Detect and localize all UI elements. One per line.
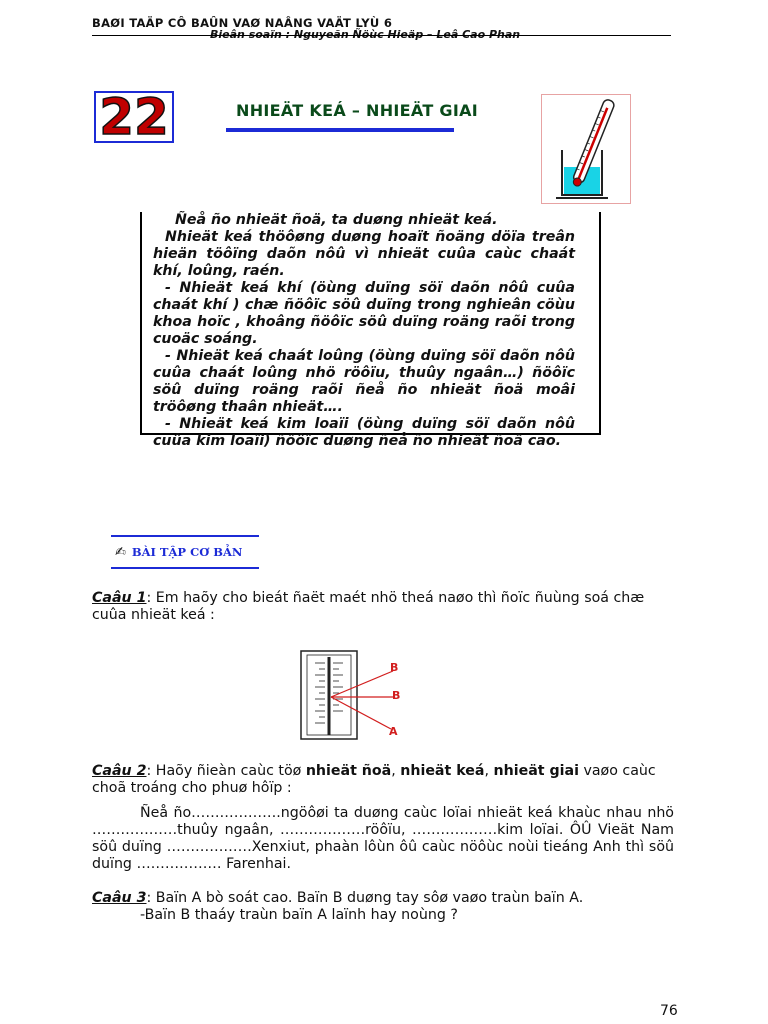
- section-label: BÀI TẬP CƠ BẢN: [131, 545, 243, 559]
- header-book-title: BAØI TAÄP CÔ BAÛN VAØ NAÂNG VAÄT LYÙ 6: [92, 16, 393, 30]
- header-authors: Bieân soaïn : Nguyeãn Ñöùc Hieäp – Leâ Cao Phan: [210, 28, 521, 41]
- title-underline: [226, 128, 454, 132]
- question-3: [92, 890, 682, 907]
- lesson-title: NHIEÄT KEÁ – NHIEÄT GIAI: [236, 101, 479, 120]
- question-1-text: : Em haõy cho bieát ñaët maét nhö theá naøo thì ñoïc ñuùng soá chæ cuûa nhieät keá :: [92, 590, 645, 623]
- term-nhiet-ke: nhieät keá: [400, 763, 485, 779]
- question-2-label: Caâu 2: [92, 763, 147, 779]
- separator: ,: [391, 763, 401, 779]
- question-3-label: Caâu 3: [92, 890, 147, 906]
- term-nhiet-do: nhieät ñoä: [305, 763, 392, 779]
- question-2-text-pre: : Haõy ñieàn caùc töø: [146, 763, 306, 779]
- section-basic-exercises: [111, 535, 259, 569]
- summary-line-4: - Nhieät keá chaát loûng (öùng duïng söï daõn nôû cuûa chaát loûng nhö röôïu, thuûy ngaân…) ñöôïc söû duïng roäng raõi ñeå ño nhieät ñoä moâi tröôøng thaân nhieät….: [153, 348, 575, 415]
- lesson-number: 22: [99, 88, 169, 146]
- separator: ,: [484, 763, 494, 779]
- summary-line-2: Nhieät keá thöôøng duøng hoaït ñoäng döïa treân hieän töôïng daõn nôû vì nhieät cuûa caùc chaát khí, loûng, raén.: [153, 229, 575, 279]
- summary-line-3: - Nhieät keá khí (öùng duïng söï daõn nôû cuûa chaát khí ) chæ ñöôïc söû duïng trong nghieân cöùu khoa hoïc , khoâng ñöôïc söû duïng roäng raõi trong cuoäc soáng.: [153, 280, 575, 347]
- term-nhiet-giai: nhieät giai: [493, 763, 579, 779]
- summary-line-1: Ñeå ño nhieät ñoä, ta duøng nhieät keá.: [175, 212, 498, 228]
- question-1-label: Caâu 1: [92, 590, 147, 606]
- question-2-text-post: vaøo caùc choã troáng cho phuø hôïp :: [92, 763, 656, 796]
- thermometer-beaker-icon: [542, 95, 630, 203]
- summary-line-5: - Nhieät keá kim loaïi (öùng duïng söï daõn nôû cuûa kim loaïi) ñöôïc duøng ñeå ño nhieät ñoä cao.: [153, 416, 575, 449]
- eye-position-figure: [297, 645, 407, 745]
- thermometer-beaker-picture: [541, 94, 631, 204]
- eye-position-label-top: B: [390, 661, 399, 674]
- question-2-fill-paragraph: Ñeå ño……………….ngöôøi ta duøng caùc loïai nhieät keá khaùc nhau nhö ………………thuûy ngaân, ………………röôïu, ………………kim loïai. ÔÛ Vieät Nam söû duïng ………………Xenxiut, phaàn lôùn ôû caùc nöôùc noùi tieáng Anh thì söû duïng ……………… Farenhai.: [92, 805, 674, 872]
- question-1: [92, 590, 682, 624]
- header-rule: [92, 35, 671, 36]
- summary-text: [153, 212, 575, 450]
- question-3-sub: -Baïn B thaáy traùn baïn A laïnh hay noùng ?: [140, 907, 458, 923]
- eye-position-label-middle: B: [392, 689, 401, 702]
- question-2: [92, 763, 682, 797]
- writing-hand-icon: ✍: [115, 544, 126, 560]
- question-3-text: : Baïn A bò soát cao. Baïn B duøng tay sôø vaøo traùn baïn A.: [146, 890, 584, 906]
- eye-position-label-bottom: A: [389, 725, 398, 738]
- lesson-number-box: [94, 88, 174, 146]
- page-number: 76: [660, 1003, 678, 1019]
